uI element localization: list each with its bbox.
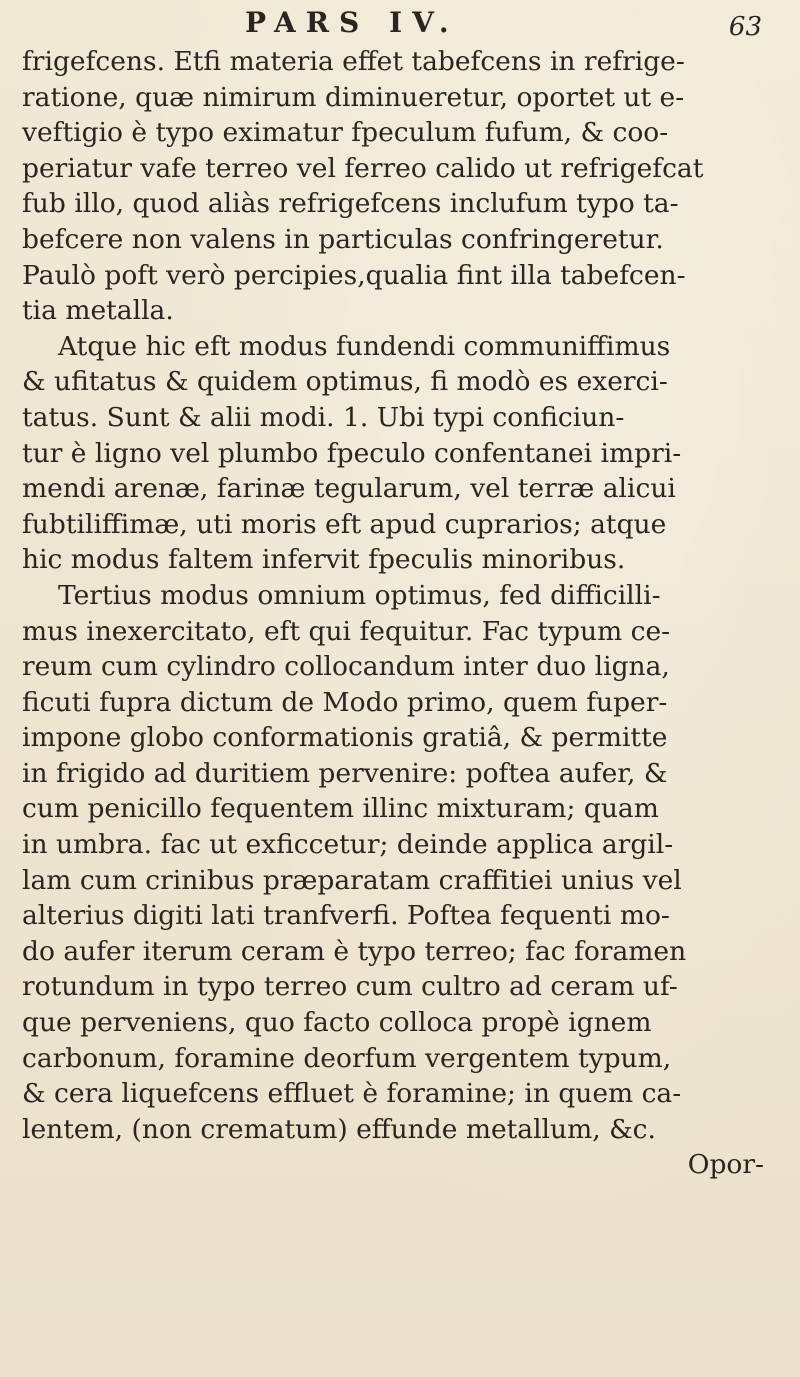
text-line: reum cum cylindro collocandum inter duo ligna, [22,651,670,683]
running-head: PARS IV. [245,6,459,39]
text-line: fubtiliffimæ, uti moris eft apud cuprarios; atque [22,508,667,540]
text-line: tia metalla. [22,295,174,327]
text-line: hic modus faltem infervit fpeculis minoribus. [22,544,626,576]
text-line: tatus. Sunt & alii modi. 1. Ubi typi conficiun- [22,401,625,433]
text-line: & ufitatus & quidem optimus, fi modò es exerci- [22,366,668,398]
text-line: impone globo conformationis gratiâ, & permitte [22,722,668,754]
text-line: lentem, (non crematum) effunde metallum, &c. [22,1113,656,1145]
text-line: veftigio è typo eximatur fpeculum fufum, & coo- [22,117,669,149]
page-header [0,6,800,46]
text-line: befcere non valens in particulas confringeretur. [22,223,664,255]
text-line: Atque hic eft modus fundendi communiffimus [58,330,671,362]
text-line: Paulò poft verò percipies,qualia fint illa tabefcen- [22,259,686,291]
text-line: do aufer iterum ceram è typo terreo; fac foramen [22,935,687,967]
text-line: carbonum, foramine deorfum vergentem typum, [22,1042,672,1074]
text-line: Tertius modus omnium optimus, fed difficilli- [58,579,661,611]
catchword: Opor- [687,1149,764,1181]
text-line: fub illo, quod aliàs refrigefcens inclufum typo ta- [22,188,679,220]
text-line: mendi arenæ, farinæ tegularum, vel terræ alicui [22,473,676,505]
body-text [22,44,772,1183]
text-line: tur è ligno vel plumbo fpeculo confentanei impri- [22,437,682,469]
text-line: que perveniens, quo facto colloca propè ignem [22,1007,652,1039]
text-line: rotundum in typo terreo cum cultro ad ceram uf- [22,971,678,1003]
text-line: periatur vafe terreo vel ferreo calido ut refrigefcat [22,152,704,184]
text-line: & cera liquefcens effluet è foramine; in quem ca- [22,1078,682,1110]
text-line: in frigido ad duritiem pervenire: poftea aufer, & [22,757,668,789]
text-line: lam cum crinibus præparatam craffitiei unius vel [22,864,682,896]
text-line: in umbra. fac ut exficcetur; deinde applica argil- [22,829,674,861]
page-number: 63 [728,12,762,42]
text-line: frigefcens. Etfi materia effet tabefcens in refrige- [22,46,685,77]
text-line: ficuti fupra dictum de Modo primo, quem fuper- [22,686,668,718]
text-line: cum penicillo fequentem illinc mixturam; quam [22,793,659,825]
text-line: mus inexercitato, eft qui fequitur. Fac typum ce- [22,615,671,647]
text-line: alterius digiti lati tranfverfi. Poftea fequenti mo- [22,900,670,932]
text-line: ratione, quæ nimirum diminueretur, oportet ut e- [22,81,685,113]
